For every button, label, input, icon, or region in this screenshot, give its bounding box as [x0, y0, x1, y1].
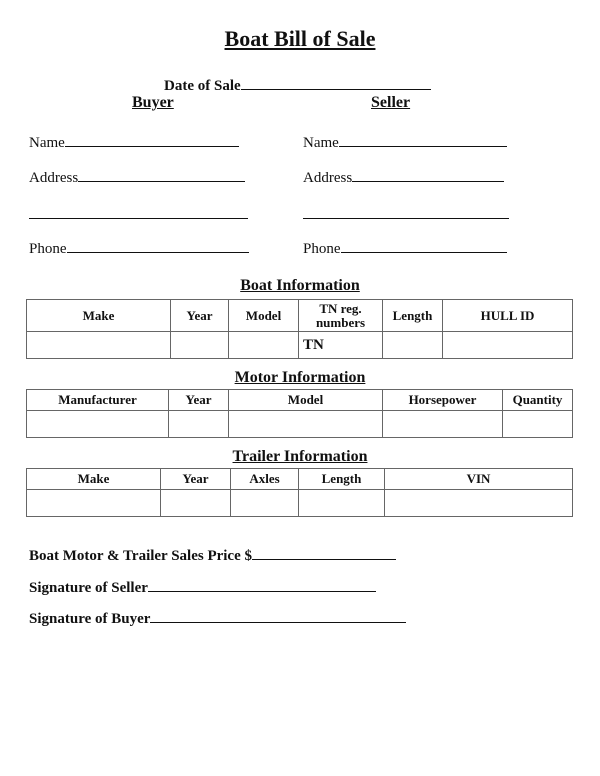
buyer-address-line-2[interactable]	[29, 217, 248, 219]
boat-col-model: Model	[229, 300, 299, 332]
seller-phone-field	[303, 239, 507, 258]
boat-col-hull-id: HULL ID	[443, 300, 573, 332]
boat-data-row	[27, 332, 573, 359]
motor-information-heading: Motor Information	[234, 369, 366, 386]
boat-col-year: Year	[171, 300, 229, 332]
motor-quantity-cell[interactable]	[503, 411, 573, 438]
seller-address-field	[303, 168, 504, 187]
motor-col-year: Year	[169, 390, 229, 411]
buyer-address-label: Address	[29, 170, 79, 186]
seller-name-label: Name	[303, 135, 339, 151]
date-of-sale-label: Date of Sale	[164, 78, 241, 94]
seller-signature-field	[29, 576, 376, 597]
boat-year-cell[interactable]	[171, 332, 229, 359]
buyer-signature-field	[29, 607, 406, 628]
trailer-axles-cell[interactable]	[231, 490, 299, 517]
buyer-name-line[interactable]	[65, 133, 239, 147]
boat-length-cell[interactable]	[383, 332, 443, 359]
boat-information-heading: Boat Information	[240, 277, 360, 294]
boat-tn-reg-cell[interactable]: TN	[299, 332, 383, 359]
motor-col-horsepower: Horsepower	[383, 390, 503, 411]
seller-heading: Seller	[371, 94, 411, 111]
trailer-col-vin: VIN	[385, 469, 573, 490]
seller-name-field	[303, 133, 507, 152]
trailer-col-axles: Axles	[231, 469, 299, 490]
seller-signature-line[interactable]	[148, 576, 376, 592]
motor-manufacturer-cell[interactable]	[27, 411, 169, 438]
buyer-phone-line[interactable]	[67, 239, 249, 253]
trailer-col-make: Make	[27, 469, 161, 490]
boat-information-table	[26, 299, 573, 359]
sales-price-field	[29, 544, 396, 565]
document-title: Boat Bill of Sale	[224, 26, 376, 51]
buyer-name-field	[29, 133, 239, 152]
trailer-make-cell[interactable]	[27, 490, 161, 517]
buyer-heading: Buyer	[132, 94, 174, 111]
date-of-sale-field	[164, 74, 431, 95]
boat-header-row	[27, 300, 573, 332]
motor-horsepower-cell[interactable]	[383, 411, 503, 438]
trailer-information-table	[26, 468, 573, 517]
trailer-year-cell[interactable]	[161, 490, 231, 517]
seller-address-line[interactable]	[352, 168, 504, 182]
boat-hull-id-cell[interactable]	[443, 332, 573, 359]
date-of-sale-line[interactable]	[241, 74, 431, 90]
seller-name-line[interactable]	[339, 133, 507, 147]
seller-phone-line[interactable]	[341, 239, 507, 253]
boat-col-make: Make	[27, 300, 171, 332]
boat-model-cell[interactable]	[229, 332, 299, 359]
motor-header-row	[27, 390, 573, 411]
buyer-phone-label: Phone	[29, 241, 67, 257]
trailer-vin-cell[interactable]	[385, 490, 573, 517]
seller-phone-label: Phone	[303, 241, 341, 257]
boat-make-cell[interactable]	[27, 332, 171, 359]
trailer-header-row	[27, 469, 573, 490]
trailer-col-year: Year	[161, 469, 231, 490]
buyer-address-field	[29, 168, 245, 187]
boat-col-tn-reg: TN reg. numbers	[299, 300, 383, 332]
sales-price-line[interactable]	[252, 544, 396, 560]
buyer-signature-label: Signature of Buyer	[29, 611, 151, 627]
trailer-data-row	[27, 490, 573, 517]
buyer-phone-field	[29, 239, 249, 258]
buyer-name-label: Name	[29, 135, 65, 151]
motor-information-table	[26, 389, 573, 438]
motor-model-cell[interactable]	[229, 411, 383, 438]
boat-col-length: Length	[383, 300, 443, 332]
buyer-address-line[interactable]	[78, 168, 245, 182]
motor-col-manufacturer: Manufacturer	[27, 390, 169, 411]
seller-signature-label: Signature of Seller	[29, 580, 148, 596]
seller-address-label: Address	[303, 170, 353, 186]
trailer-information-heading: Trailer Information	[232, 448, 368, 465]
motor-data-row	[27, 411, 573, 438]
buyer-signature-line[interactable]	[150, 607, 406, 623]
trailer-col-length: Length	[299, 469, 385, 490]
sales-price-label: Boat Motor & Trailer Sales Price $	[29, 548, 253, 564]
motor-col-quantity: Quantity	[503, 390, 573, 411]
motor-year-cell[interactable]	[169, 411, 229, 438]
motor-col-model: Model	[229, 390, 383, 411]
seller-address-line-2[interactable]	[303, 217, 509, 219]
trailer-length-cell[interactable]	[299, 490, 385, 517]
